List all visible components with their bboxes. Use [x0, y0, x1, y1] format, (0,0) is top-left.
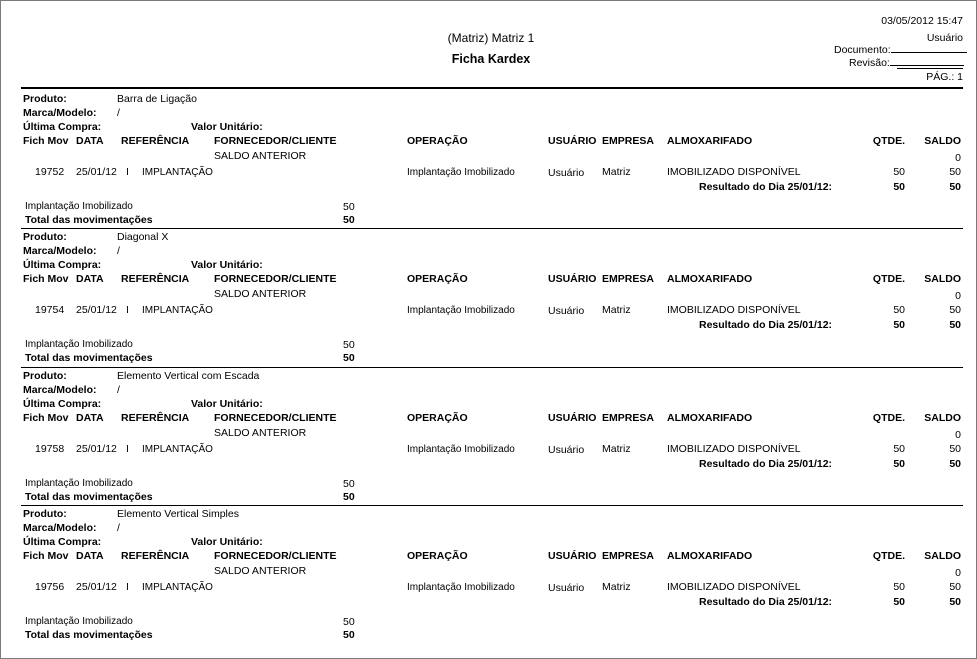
row-almoxarifado: IMOBILIZADO DISPONÍVEL [667, 304, 801, 316]
resultado-saldo: 50 [949, 319, 961, 331]
row-tipo: I [126, 166, 129, 178]
row-operacao: Implantação Imobilizado [407, 444, 515, 455]
row-almoxarifado: IMOBILIZADO DISPONÍVEL [667, 581, 801, 593]
row-referencia: IMPLANTAÇÃO [142, 167, 213, 178]
row-fich-mov: 19754 [35, 304, 65, 316]
col-empresa: EMPRESA [602, 273, 654, 285]
produto-name: Barra de Ligação [117, 93, 197, 105]
col-fich-mov: Fich Mov [23, 135, 69, 147]
report-user: Usuário [926, 32, 963, 44]
page-number: PÁG.: 1 [926, 71, 963, 83]
row-almoxarifado: IMOBILIZADO DISPONÍVEL [667, 443, 801, 455]
revisao-line [890, 56, 964, 66]
total-movimentacoes-label: Total das movimentações [25, 629, 153, 641]
total-movimentacoes-value: 50 [343, 629, 355, 641]
section-divider [21, 367, 963, 368]
row-operacao: Implantação Imobilizado [407, 167, 515, 178]
row-tipo: I [126, 581, 129, 593]
resultado-saldo: 50 [949, 596, 961, 608]
row-empresa: Matriz [602, 443, 631, 455]
col-almoxarifado: ALMOXARIFADO [667, 135, 753, 147]
resultado-qtde: 50 [893, 458, 905, 470]
header-divider-short [897, 68, 963, 69]
col-operacao: OPERAÇÃO [407, 135, 468, 147]
marca-label: Marca/Modelo: [23, 522, 97, 534]
col-fich-mov: Fich Mov [23, 550, 69, 562]
col-saldo: SALDO [924, 273, 961, 285]
saldo-anterior-label: SALDO ANTERIOR [214, 427, 307, 439]
col-empresa: EMPRESA [602, 550, 654, 562]
marca-label: Marca/Modelo: [23, 245, 97, 257]
col-qtde: QTDE. [872, 412, 905, 424]
resultado-qtde: 50 [893, 319, 905, 331]
row-data: 25/01/12 [76, 304, 117, 316]
col-fornecedor: FORNECEDOR/CLIENTE [214, 135, 337, 147]
saldo-anterior-value: 0 [955, 429, 961, 441]
row-almoxarifado: IMOBILIZADO DISPONÍVEL [667, 166, 801, 178]
row-qtde: 50 [893, 304, 905, 316]
product-section-2 [1, 228, 976, 366]
summary-label: Implantação Imobilizado [25, 339, 133, 350]
valor-unitario-label: Valor Unitário: [191, 121, 263, 133]
produto-label: Produto: [23, 93, 67, 105]
resultado-dia-label: Resultado do Dia 25/01/12: [699, 596, 833, 608]
total-movimentacoes-value: 50 [343, 214, 355, 226]
row-referencia: IMPLANTAÇÃO [142, 305, 213, 316]
ultima-compra-label: Última Compra: [23, 398, 102, 410]
marca-value: / [117, 384, 120, 396]
col-fich-mov: Fich Mov [23, 273, 69, 285]
ultima-compra-label: Última Compra: [23, 259, 102, 271]
resultado-dia-label: Resultado do Dia 25/01/12: [699, 319, 833, 331]
row-tipo: I [126, 304, 129, 316]
summary-value: 50 [343, 339, 355, 351]
col-data: DATA [76, 412, 104, 424]
section-divider [21, 228, 963, 229]
row-saldo: 50 [949, 166, 961, 178]
col-usuario: USUÁRIO [548, 135, 597, 147]
resultado-dia-label: Resultado do Dia 25/01/12: [699, 181, 833, 193]
col-referencia: REFERÊNCIA [121, 550, 190, 562]
col-operacao: OPERAÇÃO [407, 412, 468, 424]
produto-label: Produto: [23, 370, 67, 382]
col-saldo: SALDO [924, 550, 961, 562]
marca-label: Marca/Modelo: [23, 107, 97, 119]
col-referencia: REFERÊNCIA [121, 412, 190, 424]
resultado-dia-label: Resultado do Dia 25/01/12: [699, 458, 833, 470]
produto-label: Produto: [23, 231, 67, 243]
ultima-compra-label: Última Compra: [23, 536, 102, 548]
row-fich-mov: 19756 [35, 581, 65, 593]
row-qtde: 50 [893, 581, 905, 593]
row-saldo: 50 [949, 443, 961, 455]
resultado-saldo: 50 [949, 181, 961, 193]
col-operacao: OPERAÇÃO [407, 550, 468, 562]
marca-label: Marca/Modelo: [23, 384, 97, 396]
summary-label: Implantação Imobilizado [25, 201, 133, 212]
documento-field [834, 43, 967, 56]
total-movimentacoes-value: 50 [343, 352, 355, 364]
documento-label: Documento: [834, 44, 891, 56]
col-qtde: QTDE. [872, 550, 905, 562]
col-data: DATA [76, 550, 104, 562]
saldo-anterior-label: SALDO ANTERIOR [214, 150, 307, 162]
revisao-label: Revisão: [849, 57, 890, 69]
row-data: 25/01/12 [76, 581, 117, 593]
col-fornecedor: FORNECEDOR/CLIENTE [214, 550, 337, 562]
report-title: Ficha Kardex [451, 52, 531, 66]
saldo-anterior-label: SALDO ANTERIOR [214, 565, 307, 577]
ultima-compra-label: Última Compra: [23, 121, 102, 133]
row-referencia: IMPLANTAÇÃO [142, 444, 213, 455]
product-section-4 [1, 505, 976, 643]
col-fich-mov: Fich Mov [23, 412, 69, 424]
row-usuario: Usuário [548, 167, 585, 179]
row-saldo: 50 [949, 304, 961, 316]
section-divider [21, 505, 963, 506]
produto-name: Elemento Vertical com Escada [117, 370, 260, 382]
row-qtde: 50 [893, 166, 905, 178]
resultado-qtde: 50 [893, 181, 905, 193]
row-usuario: Usuário [548, 582, 585, 594]
summary-label: Implantação Imobilizado [25, 616, 133, 627]
col-data: DATA [76, 135, 104, 147]
col-operacao: OPERAÇÃO [407, 273, 468, 285]
row-usuario: Usuário [548, 444, 585, 456]
total-movimentacoes-value: 50 [343, 491, 355, 503]
col-qtde: QTDE. [872, 273, 905, 285]
col-fornecedor: FORNECEDOR/CLIENTE [214, 412, 337, 424]
summary-value: 50 [343, 616, 355, 628]
saldo-anterior-value: 0 [955, 567, 961, 579]
row-referencia: IMPLANTAÇÃO [142, 582, 213, 593]
row-data: 25/01/12 [76, 443, 117, 455]
col-fornecedor: FORNECEDOR/CLIENTE [214, 273, 337, 285]
valor-unitario-label: Valor Unitário: [191, 398, 263, 410]
col-empresa: EMPRESA [602, 135, 654, 147]
total-movimentacoes-label: Total das movimentações [25, 352, 153, 364]
valor-unitario-label: Valor Unitário: [191, 536, 263, 548]
summary-value: 50 [343, 478, 355, 490]
summary-value: 50 [343, 201, 355, 213]
saldo-anterior-value: 0 [955, 152, 961, 164]
marca-value: / [117, 107, 120, 119]
total-movimentacoes-label: Total das movimentações [25, 214, 153, 226]
row-operacao: Implantação Imobilizado [407, 305, 515, 316]
produto-label: Produto: [23, 508, 67, 520]
row-usuario: Usuário [548, 305, 585, 317]
col-referencia: REFERÊNCIA [121, 273, 190, 285]
product-section-1 [1, 90, 976, 228]
product-section-3 [1, 367, 976, 505]
saldo-anterior-value: 0 [955, 290, 961, 302]
col-qtde: QTDE. [872, 135, 905, 147]
col-almoxarifado: ALMOXARIFADO [667, 550, 753, 562]
col-almoxarifado: ALMOXARIFADO [667, 412, 753, 424]
col-referencia: REFERÊNCIA [121, 135, 190, 147]
row-tipo: I [126, 443, 129, 455]
row-operacao: Implantação Imobilizado [407, 582, 515, 593]
header-divider [21, 87, 963, 89]
row-qtde: 50 [893, 443, 905, 455]
total-movimentacoes-label: Total das movimentações [25, 491, 153, 503]
row-empresa: Matriz [602, 304, 631, 316]
col-saldo: SALDO [924, 412, 961, 424]
row-empresa: Matriz [602, 581, 631, 593]
saldo-anterior-label: SALDO ANTERIOR [214, 288, 307, 300]
col-data: DATA [76, 273, 104, 285]
row-empresa: Matriz [602, 166, 631, 178]
col-usuario: USUÁRIO [548, 273, 597, 285]
col-usuario: USUÁRIO [548, 550, 597, 562]
produto-name: Elemento Vertical Simples [117, 508, 239, 520]
col-saldo: SALDO [924, 135, 961, 147]
produto-name: Diagonal X [117, 231, 169, 243]
row-data: 25/01/12 [76, 166, 117, 178]
report-datetime: 03/05/2012 15:47 [881, 15, 963, 27]
resultado-qtde: 50 [893, 596, 905, 608]
col-almoxarifado: ALMOXARIFADO [667, 273, 753, 285]
valor-unitario-label: Valor Unitário: [191, 259, 263, 271]
summary-label: Implantação Imobilizado [25, 478, 133, 489]
resultado-saldo: 50 [949, 458, 961, 470]
row-saldo: 50 [949, 581, 961, 593]
col-usuario: USUÁRIO [548, 412, 597, 424]
col-empresa: EMPRESA [602, 412, 654, 424]
marca-value: / [117, 245, 120, 257]
company-title: (Matriz) Matriz 1 [447, 31, 535, 45]
documento-line [891, 43, 967, 53]
row-fich-mov: 19758 [35, 443, 65, 455]
marca-value: / [117, 522, 120, 534]
row-fich-mov: 19752 [35, 166, 65, 178]
